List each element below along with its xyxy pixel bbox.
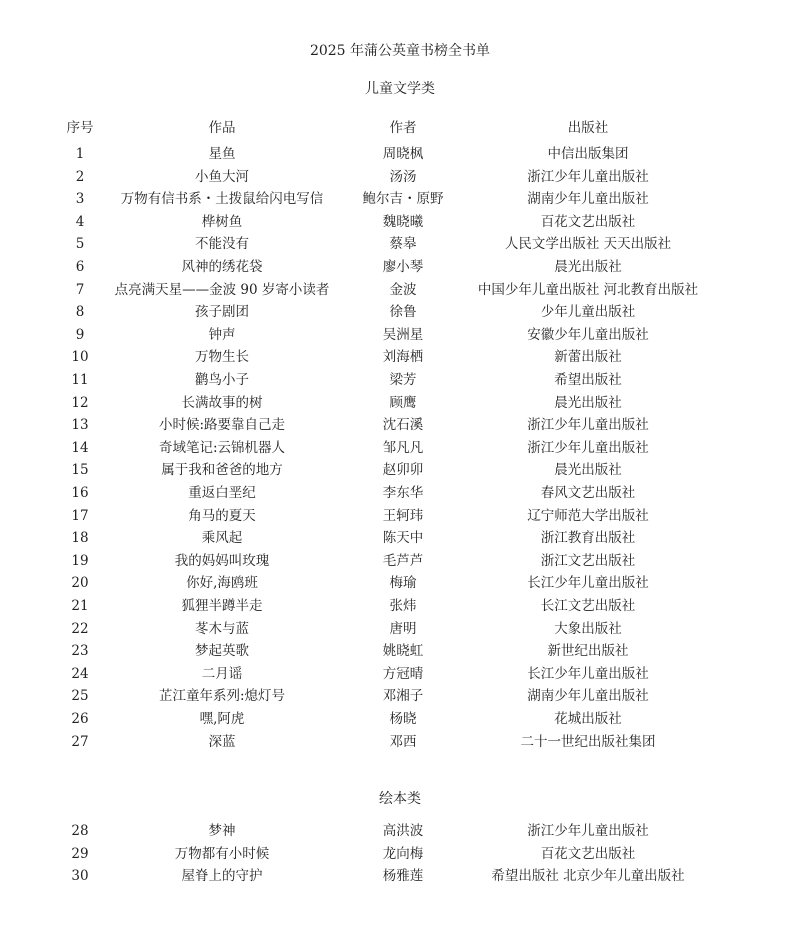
table-row — [0, 414, 800, 436]
row-work: 奇域笔记:云锦机器人 — [158, 439, 286, 456]
row-work: 万物都有小时候 — [174, 845, 270, 862]
row-work: 芷江童年系列:熄灯号 — [158, 688, 286, 705]
row-publisher: 浙江文艺出版社 — [540, 552, 636, 569]
row-publisher: 浙江少年儿童出版社 — [527, 823, 649, 839]
row-publisher: 花城出版社 — [554, 711, 622, 727]
table-row — [0, 459, 800, 481]
row-author: 高洪波 — [382, 823, 424, 839]
row-publisher: 辽宁师范大学出版社 — [527, 507, 649, 524]
row-no: 4 — [75, 213, 85, 230]
table-row — [0, 843, 800, 865]
row-publisher: 浙江少年儿童出版社 — [527, 417, 649, 434]
row-no: 20 — [71, 575, 89, 592]
row-author: 鲍尔吉・原野 — [362, 191, 444, 208]
row-publisher: 少年儿童出版社 — [540, 304, 636, 321]
row-author: 唐明 — [389, 620, 417, 637]
row-no: 14 — [71, 439, 89, 456]
row-no: 6 — [75, 259, 85, 275]
table-row — [0, 640, 800, 662]
header-work: 作品 — [208, 120, 236, 136]
row-no: 15 — [71, 462, 89, 479]
row-work: 小时候:路要靠自己走 — [158, 417, 286, 434]
row-no: 23 — [71, 643, 89, 660]
table-row — [0, 188, 800, 210]
table-row — [0, 820, 800, 842]
table-row — [0, 437, 800, 459]
table-row — [0, 346, 800, 368]
row-no: 1 — [75, 146, 85, 162]
document-title: 2025 年蒲公英童书榜全书单 — [309, 43, 491, 59]
row-author: 邹凡凡 — [382, 439, 424, 456]
row-author: 沈石溪 — [382, 417, 424, 434]
table-row — [0, 166, 800, 188]
row-work: 钟声 — [208, 326, 236, 343]
row-author: 李东华 — [382, 485, 424, 501]
row-author: 梅瑜 — [389, 575, 417, 592]
row-no: 24 — [71, 665, 89, 682]
row-author: 龙向梅 — [382, 845, 424, 862]
row-publisher: 湖南少年儿童出版社 — [527, 191, 649, 208]
row-author: 蔡皋 — [389, 236, 417, 253]
row-publisher: 中信出版集团 — [547, 146, 629, 162]
row-no: 5 — [75, 236, 85, 253]
table-row — [0, 233, 800, 255]
row-author: 汤汤 — [389, 168, 417, 185]
row-author: 陈天中 — [382, 530, 424, 547]
table-row — [0, 550, 800, 572]
table-row — [0, 505, 800, 527]
row-work: 梦起英歌 — [195, 643, 249, 660]
table-row — [0, 143, 800, 165]
header-no: 序号 — [66, 120, 94, 136]
row-publisher: 二十一世纪出版社集团 — [520, 733, 656, 750]
row-author: 廖小琴 — [382, 259, 424, 275]
table-row — [0, 572, 800, 594]
section-title-picture-books: 绘本类 — [379, 791, 421, 807]
row-publisher: 人民文学出版社 天天出版社 — [504, 236, 672, 253]
row-publisher: 湖南少年儿童出版社 — [527, 688, 649, 705]
row-work: 苳木与蓝 — [195, 620, 249, 637]
row-author: 邓湘子 — [382, 688, 424, 705]
row-publisher: 大象出版社 — [554, 620, 622, 637]
table-row — [0, 279, 800, 301]
row-no: 10 — [71, 349, 89, 366]
row-author: 顾鹰 — [389, 394, 417, 411]
row-work: 我的妈妈叫玫瑰 — [174, 552, 270, 569]
row-no: 22 — [71, 620, 89, 637]
table-row — [0, 708, 800, 730]
row-author: 魏晓曦 — [382, 213, 424, 230]
row-work: 你好,海鸥班 — [186, 575, 258, 592]
row-publisher: 中国少年儿童出版社 河北教育出版社 — [477, 281, 699, 298]
table-row — [0, 301, 800, 323]
row-work: 风神的绣花袋 — [181, 259, 263, 275]
row-author: 张炜 — [389, 598, 417, 614]
row-publisher: 新世纪出版社 — [547, 643, 629, 660]
row-publisher: 浙江教育出版社 — [540, 530, 636, 547]
row-publisher: 百花文艺出版社 — [540, 213, 636, 230]
table-row — [0, 595, 800, 617]
row-author: 吴洲星 — [382, 326, 424, 343]
row-publisher: 长江文艺出版社 — [540, 598, 636, 614]
row-work: 万物生长 — [195, 349, 249, 366]
row-author: 毛芦芦 — [382, 552, 424, 569]
row-no: 26 — [71, 711, 89, 727]
row-no: 8 — [75, 304, 85, 321]
row-work: 角马的夏天 — [188, 507, 256, 524]
row-work: 不能没有 — [195, 236, 249, 253]
row-no: 3 — [75, 191, 85, 208]
row-author: 杨雅莲 — [382, 868, 424, 885]
row-author: 杨晓 — [389, 711, 417, 727]
row-work: 属于我和爸爸的地方 — [161, 462, 283, 479]
row-work: 嘿,阿虎 — [199, 711, 245, 727]
row-no: 19 — [71, 552, 89, 569]
row-work: 鹳鸟小子 — [195, 372, 249, 388]
row-work: 重返白垩纪 — [188, 485, 256, 501]
row-publisher: 安徽少年儿童出版社 — [527, 326, 649, 343]
row-author: 方冠晴 — [382, 665, 424, 682]
row-no: 30 — [71, 868, 89, 885]
row-no: 13 — [71, 417, 89, 434]
row-work: 桦树鱼 — [201, 213, 243, 230]
table-header — [0, 117, 800, 139]
row-work: 长满故事的树 — [181, 394, 263, 411]
section-title-childrens-literature: 儿童文学类 — [365, 81, 435, 97]
row-author: 徐鲁 — [389, 304, 417, 321]
table-row — [0, 369, 800, 391]
row-author: 周晓枫 — [382, 146, 424, 162]
table-row — [0, 663, 800, 685]
table-row — [0, 865, 800, 887]
row-work: 梦神 — [208, 823, 236, 839]
row-work: 深蓝 — [208, 733, 236, 750]
row-author: 金波 — [389, 281, 417, 298]
row-publisher: 晨光出版社 — [554, 462, 622, 479]
table-row — [0, 527, 800, 549]
header-publisher: 出版社 — [567, 120, 609, 136]
row-work: 二月谣 — [201, 665, 243, 682]
row-publisher: 晨光出版社 — [554, 394, 622, 411]
row-work: 万物有信书系・土拨鼠给闪电写信 — [120, 191, 324, 208]
row-no: 25 — [71, 688, 89, 705]
table-row — [0, 482, 800, 504]
row-work: 狐狸半蹲半走 — [181, 598, 263, 614]
row-no: 16 — [71, 485, 89, 501]
row-no: 2 — [75, 168, 85, 185]
row-publisher: 长江少年儿童出版社 — [527, 575, 649, 592]
row-author: 刘海栖 — [382, 349, 424, 366]
row-author: 赵卯卯 — [382, 462, 424, 479]
row-publisher: 浙江少年儿童出版社 — [527, 168, 649, 185]
table-row — [0, 618, 800, 640]
row-publisher: 百花文艺出版社 — [540, 845, 636, 862]
table-row — [0, 685, 800, 707]
row-no: 7 — [75, 281, 85, 298]
row-no: 9 — [75, 326, 85, 343]
row-publisher: 新蕾出版社 — [554, 349, 622, 366]
row-work: 小鱼大河 — [195, 168, 249, 185]
row-publisher: 长江少年儿童出版社 — [527, 665, 649, 682]
table-row — [0, 211, 800, 233]
header-author: 作者 — [389, 120, 417, 136]
row-publisher: 浙江少年儿童出版社 — [527, 439, 649, 456]
row-no: 21 — [71, 598, 89, 614]
table-row — [0, 392, 800, 414]
row-publisher: 希望出版社 北京少年儿童出版社 — [491, 868, 685, 885]
row-work: 星鱼 — [208, 146, 236, 162]
row-publisher: 希望出版社 — [554, 372, 622, 388]
row-no: 11 — [71, 372, 89, 388]
table-row — [0, 731, 800, 753]
row-work: 孩子剧团 — [195, 304, 249, 321]
row-no: 29 — [71, 845, 89, 862]
row-work: 乘风起 — [201, 530, 243, 547]
row-author: 王轲玮 — [382, 507, 424, 524]
table-row — [0, 256, 800, 278]
table-row — [0, 324, 800, 346]
row-no: 18 — [71, 530, 89, 547]
row-no: 28 — [71, 823, 89, 839]
row-no: 12 — [71, 394, 89, 411]
row-publisher: 春风文艺出版社 — [540, 485, 636, 501]
row-no: 17 — [71, 507, 89, 524]
row-work: 点亮满天星——金波 90 岁寄小读者 — [114, 281, 330, 298]
row-publisher: 晨光出版社 — [554, 259, 622, 275]
row-work: 屋脊上的守护 — [181, 868, 263, 885]
row-author: 梁芳 — [389, 372, 417, 388]
row-author: 邓西 — [389, 733, 417, 750]
row-author: 姚晓虹 — [382, 643, 424, 660]
row-no: 27 — [71, 733, 89, 750]
